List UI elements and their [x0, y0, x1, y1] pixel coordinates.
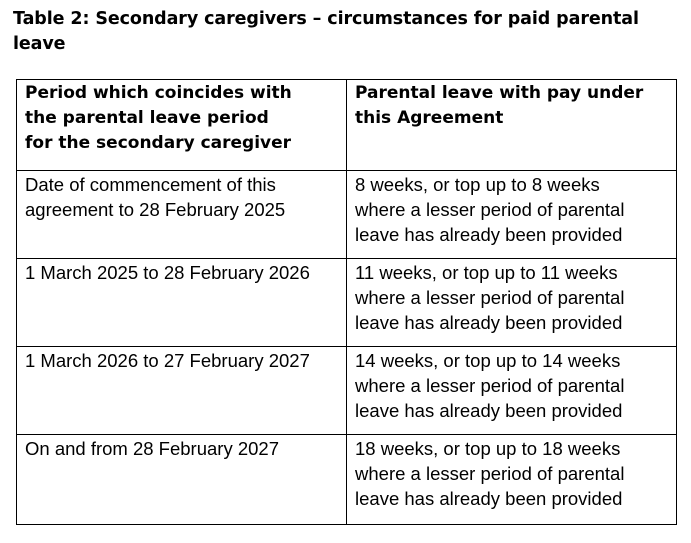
period-cell — [17, 435, 347, 525]
table-title: Table 2: Secondary caregivers – circumstances for paid parental leave — [13, 9, 639, 54]
period-text: 1 March 2025 to 28 February 2026 — [25, 262, 310, 283]
period-text: 1 March 2026 to 27 February 2027 — [25, 350, 310, 371]
table-row — [17, 259, 677, 347]
leave-text: 8 weeks, or top up to 8 weeks where a lesser period of parental leave has already been provided — [355, 174, 625, 245]
parental-leave-table — [16, 79, 677, 525]
leave-cell — [347, 171, 677, 259]
leave-cell — [347, 347, 677, 435]
table-row — [17, 347, 677, 435]
leave-text: 18 weeks, or top up to 18 weeks where a lesser period of parental leave has already been provided — [355, 438, 625, 509]
period-text: On and from 28 February 2027 — [25, 438, 280, 459]
leave-cell — [347, 435, 677, 525]
table-row — [17, 435, 677, 525]
column-header-period — [17, 80, 347, 171]
column-header-leave-text: Parental leave with pay under this Agreement — [355, 83, 644, 128]
column-header-leave — [347, 80, 677, 171]
period-text: Date of commencement of this agreement to 28 February 2025 — [25, 174, 286, 220]
period-cell — [17, 347, 347, 435]
period-cell — [17, 259, 347, 347]
table-header-row — [17, 80, 677, 171]
leave-text: 11 weeks, or top up to 11 weeks where a lesser period of parental leave has already been provided — [355, 262, 625, 333]
table-row — [17, 171, 677, 259]
period-cell — [17, 171, 347, 259]
column-header-period-text: Period which coincides with the parental leave period for the secondary caregiver — [25, 83, 292, 153]
leave-text: 14 weeks, or top up to 14 weeks where a lesser period of parental leave has already been provided — [355, 350, 625, 421]
leave-cell — [347, 259, 677, 347]
